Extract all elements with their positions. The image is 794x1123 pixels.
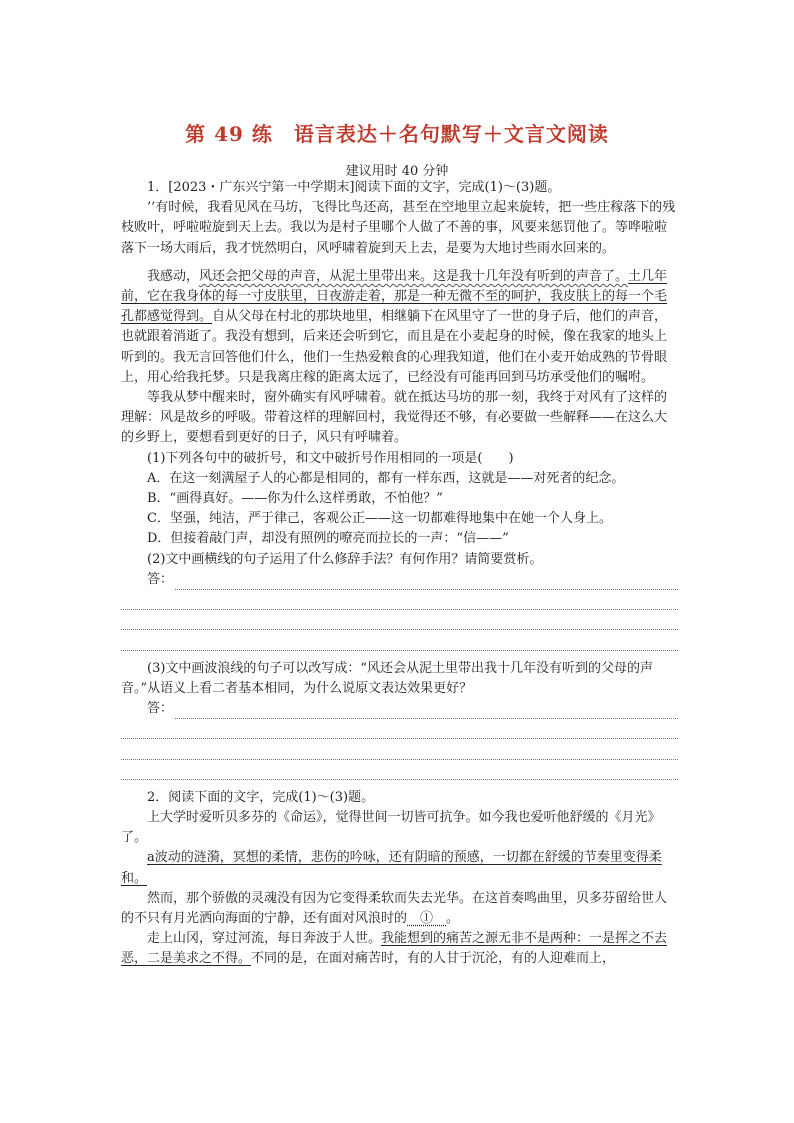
document-body (121, 178, 678, 970)
q2-heading: 2．阅读下面的文字，完成(1)～(3)题。 (147, 789, 375, 805)
answer-line-q2-2[interactable] (121, 590, 678, 610)
p4-lead: 走上山冈，穿过河流，每日奔波于人世。 (147, 931, 382, 947)
q1-passage-paragraph-3: 等我从梦中醒来时，窗外确实有风呼啸着。就在抵达马坊的那一刻，我终于对风有了这样的理解：风是故乡的呼吸。带着这样的理解回村，我觉得还不够，有必要做一些解释——在这么大的乡野上，要想看到更好的日子，风只有呼啸着。 (121, 390, 668, 446)
q1-sub-question-1: (1)下列各句中的破折号，和文中破折号作用相同的一项是( ) (147, 450, 514, 466)
answer-line-q2-1[interactable] (121, 570, 678, 590)
answer-line-q2-4[interactable] (121, 630, 678, 650)
q1-sub-question-3: (3)文中画波浪线的句子可以改写成：“风还会从泥土里带出我十几年没有听到的父母的声音。”从语义上看二者基本相同，为什么说原文表达效果更好？ (121, 660, 654, 696)
p4-rest: 不同的是，在面对痛苦时，有的人甘于沉沦，有的人迎难而上， (251, 951, 616, 967)
q2-passage-paragraph-3 (121, 889, 678, 929)
q1-heading: 1．[2023・广东兴宁第一中学期末]阅读下面的文字，完成(1)～(3)题。 (147, 180, 561, 195)
blank-1[interactable]: ① (407, 910, 447, 926)
page-title: 第 49 练 语言表达＋名句默写＋文言文阅读 (185, 122, 609, 146)
q1-sub-question-2: (2)文中画横线的句子运用了什么修辞手法？有何作用？请简要赏析。 (147, 551, 543, 567)
suggested-time: 建议用时 40 分钟 (345, 164, 449, 179)
option-b: B．“画得真好。——你为什么这样勇敢，不怕他？” (147, 491, 443, 507)
q2-passage-paragraph-2 (121, 848, 678, 888)
answer-label: 答： (147, 701, 174, 716)
answer-line-q3-2[interactable] (121, 719, 678, 739)
option-a: A．在这一刻满屋子人的心都是相同的，都有一样东西，这就是——对死者的纪念。 (147, 470, 625, 486)
p3-end: 。 (446, 910, 460, 926)
q1-passage-paragraph-1: ’’有时候，我看见风在马坊，飞得比鸟还高，甚至在空地里立起来旋转，把一些庄稼落下的残枝败叶，呼啦啦旋到天上去。我以为是村子里哪个人做了不善的事，风要来惩罚他了。等哗啦啦落下一场大雨后，我才恍然明白，风呼啸着旋到天上去，是要为大地讨些雨水回来的。 (121, 200, 676, 256)
q1-passage-paragraph-2 (121, 267, 678, 388)
q2-passage-paragraph-4 (121, 929, 678, 969)
answer-line-q3-4[interactable] (121, 760, 678, 780)
option-d: D．但接着敲门声，却没有照例的嘹亮而拉长的一声：“信——” (147, 531, 509, 547)
answer-line-q2-3[interactable] (121, 610, 678, 630)
answer-label: 答： (147, 571, 174, 587)
p2-lead: 我感动， (147, 268, 200, 284)
q2-passage-paragraph-1: 上大学时爱听贝多芬的《命运》，觉得世间一切皆可抗争。如今我也爱听他舒缓的《月光》了。 (121, 809, 661, 846)
p3-text: 然而，那个骄傲的灵魂没有因为它变得柔软而失去光华。在这首奏鸣曲里，贝多芬留给世人的不只有月光洒向海面的宁静，还有面对风浪时的 (121, 890, 668, 926)
wavy-underlined-sentence: 风还会把父母的声音，从泥土里带出来。这是我十几年没有听到的声音了。 (199, 268, 629, 284)
p2-rest: 自从父母在村北的那块地里，相继躺下在风里守了一世的身子后，他们的声音，也就跟着消逝了。我没有想到，后来还会听到它，而且是在小麦起身的时候，像在我家的地头上听到的。我无言回答他们什么，他们一生热爱粮食的心理我知道，他们在小麦开始成熟的节骨眼上，用心给我托梦。只是我离庄稼的距离太远了，已经没有可能再回到马坊承受他们的嘱咐。 (121, 309, 668, 385)
underlined-sentence-a: a波动的涟漪，冥想的柔情，悲伤的吟咏，还有阴暗的预感，一切都在舒缓的节奏里变得柔和。 (121, 850, 662, 886)
underlined-sentence: 土几年前，它在我身体的每一寸皮肤里，日夜游走着，那是一种无微不至的呵护，我皮肤上的每一个毛孔都感觉得到。 (121, 268, 668, 325)
answer-line-q3-1[interactable] (121, 699, 678, 719)
option-c: C．坚强，纯洁，严于律己，客观公正——这一切都难得地集中在她一个人身上。 (147, 511, 612, 527)
answer-line-q3-3[interactable] (121, 739, 678, 759)
underlined-sentence-b: 我能想到的痛苦之源无非不是两种：一是挥之不去恶，二是美求之不得。 (121, 931, 668, 967)
